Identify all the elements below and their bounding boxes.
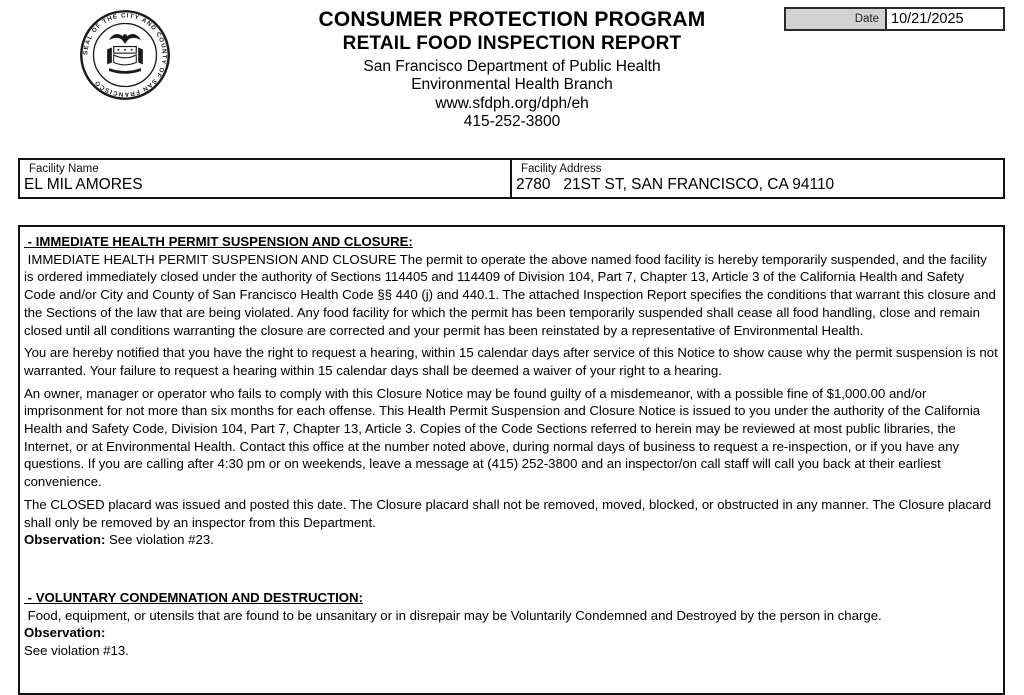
closure-section-heading: - IMMEDIATE HEALTH PERMIT SUSPENSION AND CLOSURE: <box>24 234 413 249</box>
program-title: CONSUMER PROTECTION PROGRAM <box>318 8 706 31</box>
report-header <box>250 6 774 132</box>
facility-info-table <box>18 158 1005 199</box>
condemnation-section-heading: - VOLUNTARY CONDEMNATION AND DESTRUCTION: <box>24 589 363 605</box>
facility-name-value: EL MIL AMORES <box>24 176 143 193</box>
svg-text:SEAL OF THE CITY AND COUNTY OF <box>82 12 167 97</box>
phone-number: 415-252-3800 <box>463 113 561 131</box>
closure-paragraph-2: You are hereby notified that you have the right to request a hearing, within 15 calendar days after service of this Notice to show cause why the permit suspension is not warranted. Your failure to request a hearing within 15 calendar days shall be deemed a waiver of your right to a hearing. <box>24 345 1002 378</box>
sf-city-county-seal-icon <box>78 8 172 102</box>
observation-label: Observation: <box>24 532 106 548</box>
observation-value: See violation #23. <box>105 532 214 548</box>
seal-text: SEAL OF THE CITY AND COUNTY OF SAN FRANCISCO <box>82 12 168 98</box>
condemnation-body: Food, equipment, or utensils that are found to be unsanitary or in disrepair may be Voluntarily Condemned and Destroyed by the person in charge. <box>24 607 882 623</box>
date-value: 10/21/2025 <box>891 11 964 27</box>
closure-observation-line <box>24 531 999 549</box>
facility-address-value: 2780 21ST ST, SAN FRANCISCO, CA 94110 <box>516 176 835 193</box>
report-title: RETAIL FOOD INSPECTION REPORT <box>342 33 682 55</box>
facility-name-cell <box>20 160 512 197</box>
date-field <box>784 7 1005 31</box>
department-name: San Francisco Department of Public Health <box>363 57 661 75</box>
closure-paragraph-4: The CLOSED placard was issued and posted this date. The Closure placard shall not be removed, moved, blocked, or obstructed in any manner. The Closure placard shall only be removed by an inspector from this Department. <box>24 496 995 530</box>
date-label: Date <box>786 9 887 29</box>
closure-paragraph-3: An owner, manager or operator who fails to comply with this Closure Notice may be found guilty of a misdemeanor, with a possible fine of $1,000.00 and/or imprisonment for not more than six months for each offense. This Health Permit Suspension and Closure Notice is issued to you under the authority of the California Health and Safety Code, Division 104, Part 7, Chapter 13, Article 3. Copies of the Code Sections referred to herein may be reviewed at most public libraries, the Internet, or at Environmental Health. Contact this office at the number noted above, during normal days of business to request a re-inspection, or if you have any questions. If you are calling after 4:30 pm or on weekends, leave a message at (415) 252-3800 and an inspector/on call staff will call you back at their earliest convenience. <box>24 385 984 490</box>
closure-paragraph-1: IMMEDIATE HEALTH PERMIT SUSPENSION AND CLOSURE The permit to operate the above named food facility is hereby temporarily suspended, and the facility is ordered immediately closed under the authority of Sections 114405 and 114409 of Division 104, Part 7, Chapter 13, Article 3 of the California Health and Safety Code and/or City and County of San Francisco Health Code §§ 440 (j) and 440.1. The attached Inspection Report specifies the conditions that warrant this closure and the Sections of the law that are being violated. Any food facility for which the permit has been temporarily suspended shall cease all food handling, close and remain closed until all conditions warranting the closure are corrected and your permit has been reinstated by a representative of Environmental Health. <box>24 251 1000 338</box>
facility-address-cell <box>512 160 1003 197</box>
facility-name-label: Facility Name <box>29 163 99 175</box>
condemnation-observation-value: See violation #13. <box>24 643 129 659</box>
website-url: www.sfdph.org/dph/eh <box>435 94 589 112</box>
facility-address-label: Facility Address <box>521 163 602 175</box>
notice-body <box>18 225 1005 695</box>
condemnation-observation-label: Observation: <box>24 625 106 641</box>
branch-name: Environmental Health Branch <box>411 76 613 94</box>
